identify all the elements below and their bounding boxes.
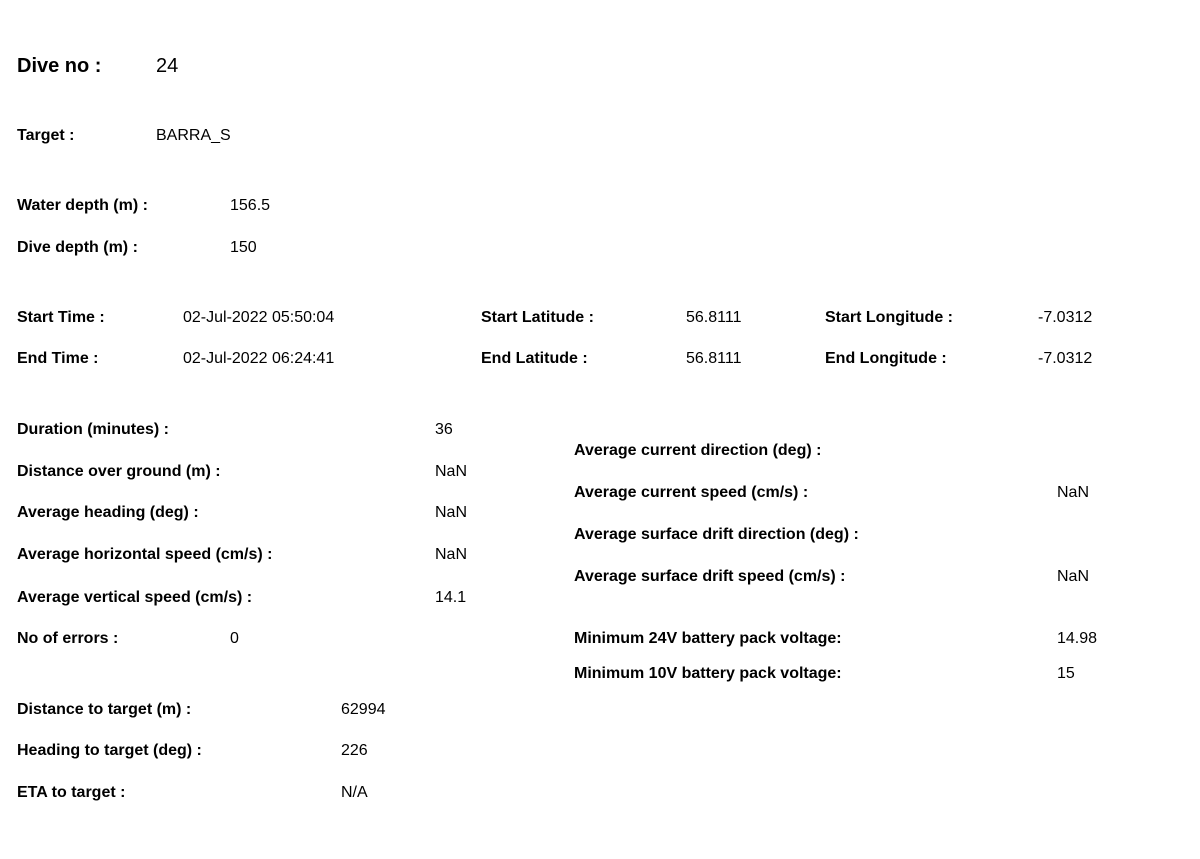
start-latitude-label: Start Latitude : bbox=[481, 309, 594, 326]
average-heading-label: Average heading (deg) : bbox=[17, 504, 199, 521]
average-vertical-speed-value: 14.1 bbox=[435, 589, 467, 606]
average-horizontal-speed-value: NaN bbox=[435, 546, 468, 563]
eta-to-target-value: N/A bbox=[341, 784, 368, 801]
battery-10v-value: 15 bbox=[1057, 665, 1075, 682]
duration-label: Duration (minutes) : bbox=[17, 421, 169, 438]
dive-depth-value: 150 bbox=[230, 239, 257, 256]
surface-drift-direction-label: Average surface drift direction (deg) : bbox=[574, 526, 859, 543]
start-longitude-label: Start Longitude : bbox=[825, 309, 953, 326]
start-time-value: 02-Jul-2022 05:50:04 bbox=[183, 309, 335, 326]
current-speed-value: NaN bbox=[1057, 484, 1090, 501]
end-time-label: End Time : bbox=[17, 350, 99, 367]
current-speed-label: Average current speed (cm/s) : bbox=[574, 484, 809, 501]
start-longitude-value: -7.0312 bbox=[1038, 309, 1093, 326]
start-time-label: Start Time : bbox=[17, 309, 105, 326]
end-latitude-value: 56.8111 bbox=[686, 350, 742, 367]
end-time-value: 02-Jul-2022 06:24:41 bbox=[183, 350, 335, 367]
errors-label: No of errors : bbox=[17, 630, 119, 647]
distance-over-ground-label: Distance over ground (m) : bbox=[17, 463, 221, 480]
water-depth-value: 156.5 bbox=[230, 197, 271, 214]
dive-depth-label: Dive depth (m) : bbox=[17, 239, 138, 256]
distance-to-target-value: 62994 bbox=[341, 701, 386, 718]
end-longitude-label: End Longitude : bbox=[825, 350, 947, 367]
distance-to-target-label: Distance to target (m) : bbox=[17, 701, 192, 718]
surface-drift-speed-value: NaN bbox=[1057, 568, 1090, 585]
eta-to-target-label: ETA to target : bbox=[17, 784, 126, 801]
surface-drift-speed-label: Average surface drift speed (cm/s) : bbox=[574, 568, 846, 585]
average-heading-value: NaN bbox=[435, 504, 468, 521]
average-horizontal-speed-label: Average horizontal speed (cm/s) : bbox=[17, 546, 273, 563]
distance-over-ground-value: NaN bbox=[435, 463, 468, 480]
end-longitude-value: -7.0312 bbox=[1038, 350, 1093, 367]
end-latitude-label: End Latitude : bbox=[481, 350, 588, 367]
average-vertical-speed-label: Average vertical speed (cm/s) : bbox=[17, 589, 253, 606]
dive-number-value: 24 bbox=[156, 55, 179, 77]
errors-value: 0 bbox=[230, 630, 239, 647]
start-latitude-value: 56.8111 bbox=[686, 309, 742, 326]
current-direction-label: Average current direction (deg) : bbox=[574, 442, 822, 459]
battery-24v-label: Minimum 24V battery pack voltage: bbox=[574, 630, 842, 647]
heading-to-target-label: Heading to target (deg) : bbox=[17, 742, 202, 759]
target-label: Target : bbox=[17, 127, 75, 144]
battery-10v-label: Minimum 10V battery pack voltage: bbox=[574, 665, 842, 682]
dive-number-label: Dive no : bbox=[17, 55, 102, 77]
target-value: BARRA_S bbox=[156, 127, 231, 144]
water-depth-label: Water depth (m) : bbox=[17, 197, 148, 214]
duration-value: 36 bbox=[435, 421, 453, 438]
heading-to-target-value: 226 bbox=[341, 742, 368, 759]
battery-24v-value: 14.98 bbox=[1057, 630, 1098, 647]
